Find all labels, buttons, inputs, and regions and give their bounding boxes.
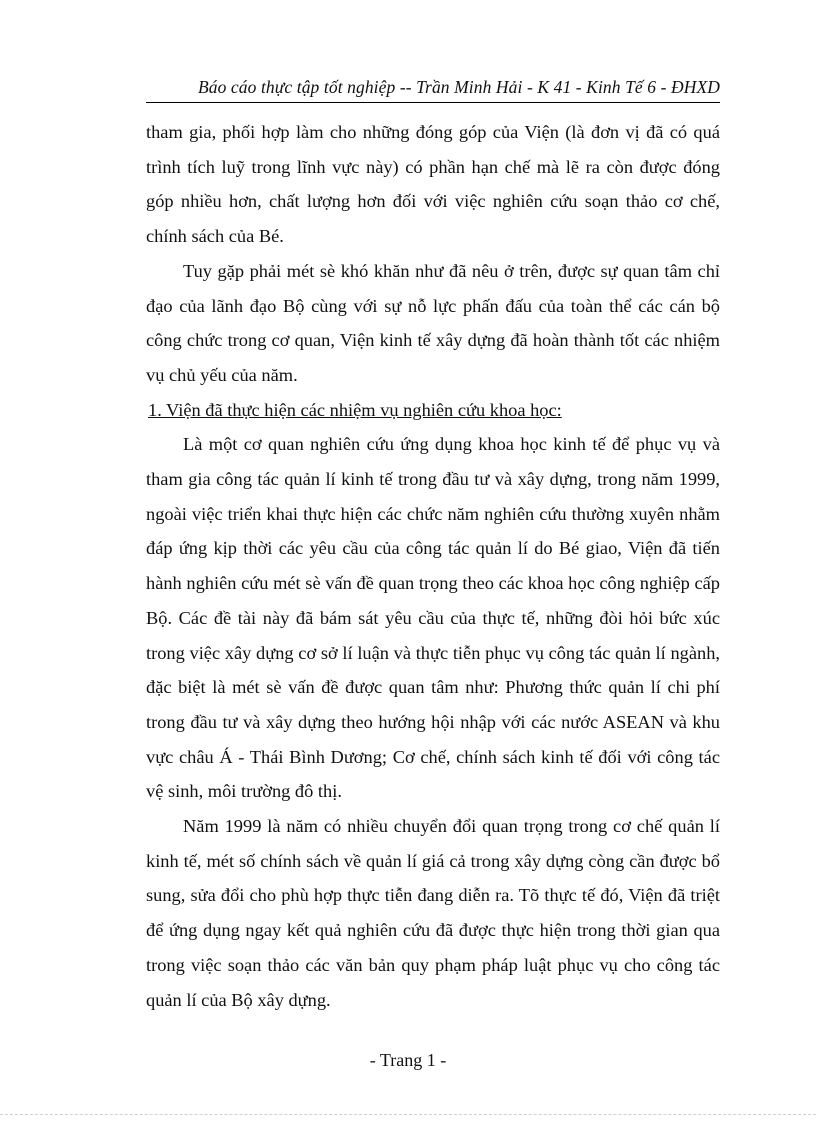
running-header: Báo cáo thực tập tốt nghiệp -- Trần Minh Hải - K 41 - Kinh Tế 6 - ĐHXD	[146, 77, 720, 103]
section-heading-text: 1. Viện đã thực hiện các nhiệm vụ nghiên cứu khoa học:	[148, 399, 562, 420]
paragraph-continuation: tham gia, phối hợp làm cho những đóng góp của Viện (là đơn vị đã có quá trình tích luỹ trong lĩnh vực này) có phần hạn chế mà lẽ ra còn được đóng góp nhiều hơn, chất lượng hơn đối với việc nghiên cứu soạn thảo cơ chế, chính sách của Bé.	[146, 122, 720, 247]
page-bottom-edge	[0, 1114, 816, 1115]
paragraph-difficulties: Tuy gặp phải mét sè khó khăn như đã nêu ở trên, được sự quan tâm chỉ đạo của lãnh đạo Bộ cùng với sự nỗ lực phấn đấu của toàn thể các cán bộ công chức trong cơ quan, Viện kinh tế xây dựng đã hoàn thành tốt các nhiệm vụ chủ yếu của năm.	[146, 260, 720, 385]
paragraph-research: Là một cơ quan nghiên cứu ứng dụng khoa học kinh tế để phục vụ và tham gia công tác quản lí kinh tế trong đầu tư và xây dựng, trong năm 1999, ngoài việc triển khai thực hiện các chức năm nghiên cứu thường xuyên nhằm đáp ứng kịp thời các yêu cầu của công tác quản lí do Bé giao, Viện đã tiến hành nghiên cứu mét sè vấn đề quan trọng theo các khoa học công nghiệp cấp Bộ. Các đề tài này đã bám sát yêu cầu của thực tế, những đòi hỏi bức xúc trong việc xây dựng cơ sở lí luận và thực tiễn phục vụ công tác quản lí ngành, đặc biệt là mét sè vấn đề được quan tâm như: Phương thức quản lí chi phí trong đầu tư và xây dựng theo hướng hội nhập với các nước ASEAN và khu vực châu Á - Thái Bình Dương; Cơ chế, chính sách kinh tế đối với công tác vệ sinh, môi trường đô thị.	[146, 434, 720, 802]
page-body	[146, 115, 720, 1017]
paragraph-1999: Năm 1999 là năm có nhiều chuyển đổi quan trọng trong cơ chế quản lí kinh tế, mét số chính sách về quản lí giá cả trong xây dựng còng cần được bổ sung, sửa đổi cho phù hợp thực tiễn đang diễn ra. Tõ thực tế đó, Viện đã triệt để ứng dụng ngay kết quả nghiên cứu đã được thực hiện trong thời gian qua trong việc soạn thảo các văn bản quy phạm pháp luật phục vụ cho công tác quản lí của Bộ xây dựng.	[146, 816, 720, 1010]
page-number: - Trang 1 -	[369, 1050, 447, 1070]
section-heading	[146, 393, 720, 428]
